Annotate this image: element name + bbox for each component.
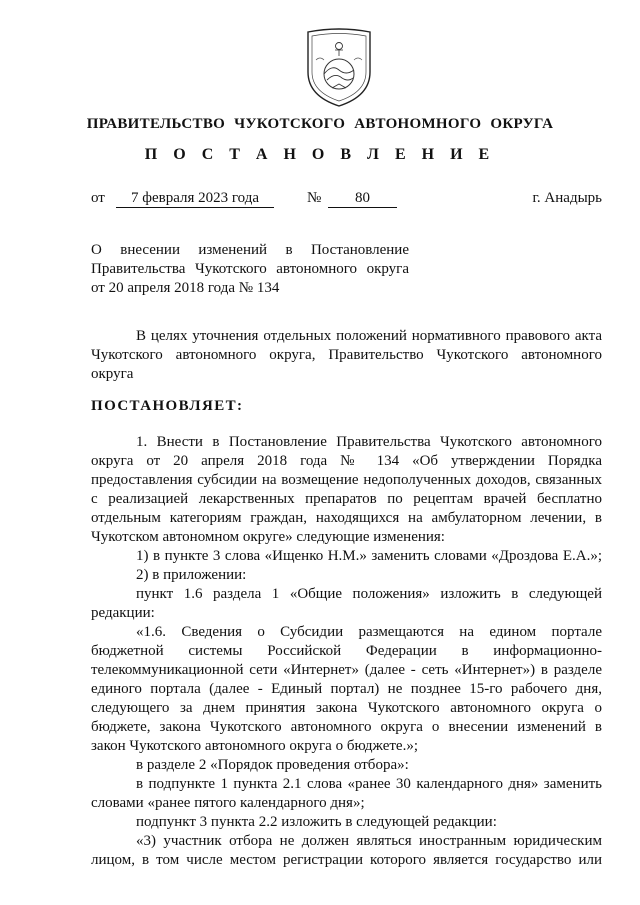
text-line: «1.6. Сведения о Субсидии размещаются на едином портале [136, 624, 602, 640]
preamble-line: округа [91, 366, 134, 382]
text-line: подпункт 3 пункта 2.2 изложить в следующей редакции: [136, 814, 497, 830]
resolve-heading: ПОСТАНОВЛЯЕТ: [91, 398, 244, 414]
text-line: бюджетной системы Российской Федерации в информационно- [91, 643, 602, 659]
text-line: 1. Внести в Постановление Правительства Чукотского автономного [136, 434, 602, 450]
coat-of-arms-icon [302, 24, 376, 108]
text-line: с реализацией лекарственных препаратов по рецептам врачей бесплатно [91, 491, 602, 507]
text-line: редакции: [91, 605, 155, 621]
text-line: бюджете, закона Чукотского автономного округа о внесении изменений в [91, 719, 602, 735]
date-label: от [91, 190, 105, 206]
document-date: 7 февраля 2023 года [116, 190, 274, 208]
text-line: пункт 1.6 раздела 1 «Общие положения» изложить в следующей [136, 586, 602, 602]
government-title: ПРАВИТЕЛЬСТВО ЧУКОТСКОГО АВТОНОМНОГО ОКРУГА [86, 116, 554, 132]
preamble-line: В целях уточнения отдельных положений нормативного правового акта [136, 328, 602, 344]
subject-line: О внесении изменений в Постановление [91, 242, 409, 258]
text-line: следующего за днем принятия закона Чукотского автономного округа о [91, 700, 602, 716]
text-line: телекоммуникационной сети «Интернет» (далее - сеть «Интернет») в разделе [91, 662, 602, 678]
text-line: в разделе 2 «Порядок проведения отбора»: [136, 757, 409, 773]
text-line: словами «ранее пятого календарного дня»; [91, 795, 365, 811]
text-line: закон Чукотского автономного округа о бюджете.»; [91, 738, 418, 754]
text-line: предоставления субсидии на возмещение недополученных доходов, связанных [91, 472, 602, 488]
preamble [91, 327, 602, 384]
text-line: 2) в приложении: [136, 567, 247, 583]
city: г. Анадырь [532, 190, 602, 206]
text-line: лицом, в том числе местом регистрации которого является государство или [91, 852, 602, 868]
subject-line: от 20 апреля 2018 года № 134 [91, 280, 280, 296]
number-label: № [307, 190, 322, 206]
resolution-text [91, 433, 602, 870]
text-line: округа от 20 апреля 2018 года № 134 «Об утверждении Порядка [91, 453, 602, 469]
subject-line: Правительства Чукотского автономного округа [91, 261, 409, 277]
text-line: Чукотском автономном округе» следующие изменения: [91, 529, 445, 545]
text-line: отдельным категориям граждан, находящихся на амбулаторном лечении, в [91, 510, 602, 526]
text-line: 1) в пункте 3 слова «Ищенко Н.М.» заменить словами «Дроздова Е.А.»; [136, 548, 602, 564]
document-type: П О С Т А Н О В Л Е Н И Е [144, 146, 496, 163]
text-line: в подпункте 1 пункта 2.1 слова «ранее 30 календарного дня» заменить [136, 776, 602, 792]
text-line: «3) участник отбора не должен являться иностранным юридическим [136, 833, 602, 849]
document-number: 80 [328, 190, 397, 208]
document-subject [91, 241, 409, 298]
preamble-line: Чукотского автономного округа, Правительство Чукотского автономного [91, 347, 602, 363]
text-line: единого портала (далее - Единый портал) не позднее 15-го рабочего дня, [91, 681, 602, 697]
